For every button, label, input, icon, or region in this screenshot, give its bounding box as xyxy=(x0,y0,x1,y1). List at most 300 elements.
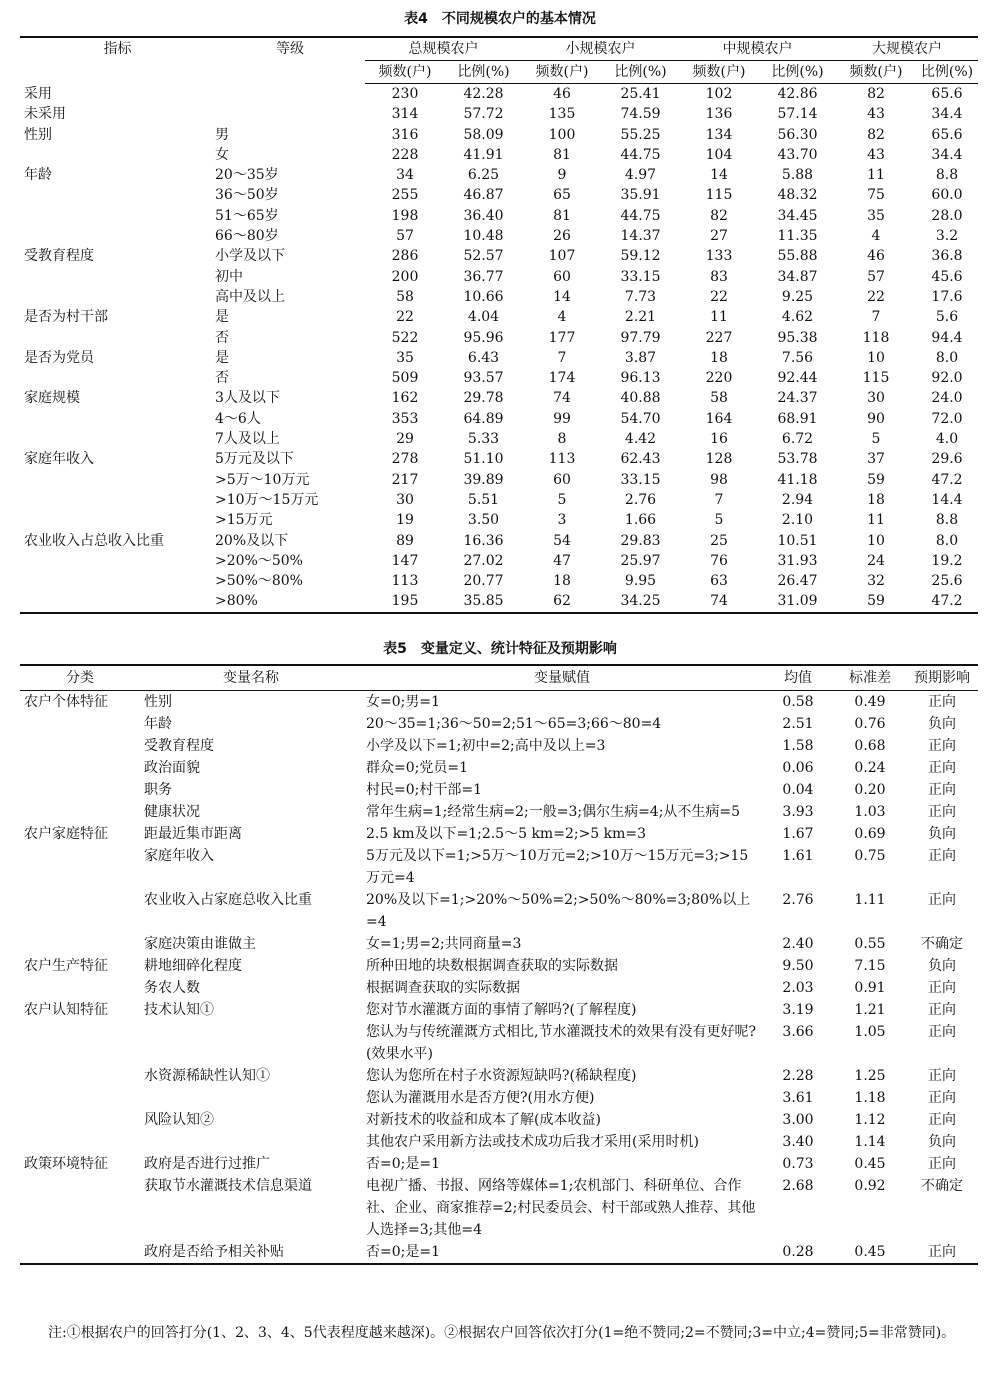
ratio-cell: 65.6 xyxy=(931,126,963,143)
category-cell xyxy=(20,845,140,889)
freq-cell: 162 xyxy=(391,390,419,407)
variable-name-cell xyxy=(140,1131,362,1153)
ratio-cell: 36.8 xyxy=(931,248,963,265)
freq-cell: 62 xyxy=(522,591,602,612)
level-cell: 高中及以上 xyxy=(215,288,285,305)
mean-cell: 1.58 xyxy=(782,738,814,754)
freq-cell: 11 xyxy=(867,512,885,529)
ratio-cell: 5.6 xyxy=(935,309,959,326)
level-cell: 是 xyxy=(215,309,229,326)
freq-cell: 198 xyxy=(391,207,419,224)
freq-cell: 26 xyxy=(553,228,571,245)
freq-cell: 220 xyxy=(705,370,733,387)
header-group-small: 小规模农户 xyxy=(522,37,679,61)
level-cell: >80% xyxy=(215,591,365,612)
indicator-cell: 性别 xyxy=(24,126,52,143)
mean-cell: 2.68 xyxy=(782,1178,814,1194)
mean-cell: 3.93 xyxy=(782,804,814,820)
freq-cell: 27 xyxy=(710,228,728,245)
header-level: 等级 xyxy=(215,37,365,84)
table-row xyxy=(20,1021,978,1065)
freq-cell: 54 xyxy=(553,532,571,549)
freq-cell: 14 xyxy=(710,167,728,184)
variable-name-cell: 获取节水灌溉技术信息渠道 xyxy=(144,1178,312,1194)
variable-name-cell: 水资源稀缺性认知① xyxy=(144,1068,270,1084)
ratio-cell: 29.6 xyxy=(931,451,963,468)
freq-cell: 278 xyxy=(391,451,419,468)
table-row xyxy=(20,779,978,801)
category-cell xyxy=(20,801,140,823)
mean-cell: 3.19 xyxy=(782,1002,814,1018)
ratio-cell: 1.66 xyxy=(624,512,657,529)
level-cell: 初中 xyxy=(215,268,243,285)
freq-cell: 24 xyxy=(867,552,885,569)
table-row xyxy=(20,246,978,266)
category-cell: 政策环境特征 xyxy=(24,1156,108,1172)
assignment-cell: 女=1;男=2;共同商量=3 xyxy=(366,936,522,952)
freq-cell: 10 xyxy=(867,532,885,549)
level-cell: 36～50岁 xyxy=(215,187,279,204)
freq-cell: 43 xyxy=(867,146,885,163)
table-row xyxy=(20,691,978,714)
ratio-cell: 46.87 xyxy=(463,187,504,204)
assignment-cell: 否=0;是=1 xyxy=(366,1156,440,1172)
header-freq: 频数(户) xyxy=(836,61,916,84)
freq-cell: 35 xyxy=(396,349,414,366)
mean-cell: 1.61 xyxy=(782,848,814,864)
ratio-cell: 62.43 xyxy=(620,451,661,468)
expected-effect-cell: 正向 xyxy=(928,782,956,798)
ratio-cell: 45.6 xyxy=(931,268,963,285)
indicator-cell: 家庭规模 xyxy=(24,390,80,407)
table-note: 注:①根据农户的回答打分(1、2、3、4、5代表程度越来越深)。②根据农户回答依次打分(1=绝不赞同;2=不赞同;3=中立;4=赞同;5=非常赞同)。 xyxy=(48,1325,956,1341)
freq-cell: 135 xyxy=(548,106,576,123)
category-cell: 农户个体特征 xyxy=(24,694,108,710)
ratio-cell: 42.28 xyxy=(463,86,504,102)
expected-effect-cell: 正向 xyxy=(928,1090,956,1106)
freq-cell: 7 xyxy=(557,349,567,366)
assignment-cell: 20～35=1;36～50=2;51～65=3;66～80=4 xyxy=(366,716,662,732)
indicator-cell: 受教育程度 xyxy=(24,248,94,265)
variable-name-cell: 家庭决策由谁做主 xyxy=(144,936,256,952)
ratio-cell: 31.93 xyxy=(777,552,818,569)
freq-cell: 60 xyxy=(553,471,571,488)
level-cell: 否 xyxy=(215,329,229,346)
expected-effect-cell: 负向 xyxy=(928,958,956,974)
ratio-cell: 44.75 xyxy=(620,207,661,224)
variable-name-cell: 风险认知② xyxy=(144,1112,214,1128)
mean-cell: 3.00 xyxy=(782,1112,814,1128)
header-sd: 标准差 xyxy=(834,665,906,691)
assignment-cell: 您认为您所在村子水资源短缺吗?(稀缺程度) xyxy=(366,1068,637,1084)
header-freq: 频数(户) xyxy=(365,61,445,84)
freq-cell: 100 xyxy=(548,126,576,143)
indicator-cell: 是否为村干部 xyxy=(24,309,108,326)
mean-cell: 3.66 xyxy=(782,1024,814,1040)
table-row xyxy=(20,510,978,530)
ratio-cell: 96.13 xyxy=(620,370,661,387)
table-row xyxy=(20,185,978,205)
freq-cell: 11 xyxy=(710,309,728,326)
level-cell: 小学及以下 xyxy=(215,248,285,265)
sd-cell: 7.15 xyxy=(854,958,886,974)
ratio-cell: 34.4 xyxy=(931,106,963,123)
level-cell: 20～35岁 xyxy=(215,167,279,184)
table-row xyxy=(20,713,978,735)
mean-cell: 0.04 xyxy=(782,782,814,798)
freq-cell: 174 xyxy=(548,370,576,387)
table-row xyxy=(20,531,978,551)
category-cell xyxy=(20,735,140,757)
category-cell xyxy=(20,933,140,955)
category-cell: 农户生产特征 xyxy=(24,958,108,974)
freq-cell: 353 xyxy=(391,410,419,427)
table-row xyxy=(20,1241,978,1264)
table-row xyxy=(20,735,978,757)
ratio-cell: 54.70 xyxy=(620,410,661,427)
ratio-cell: 11.35 xyxy=(777,228,818,245)
sd-cell: 1.03 xyxy=(854,804,886,820)
indicator-cell xyxy=(20,470,215,490)
category-cell xyxy=(20,977,140,999)
expected-effect-cell: 正向 xyxy=(906,1241,978,1264)
ratio-cell: 41.91 xyxy=(463,146,504,163)
freq-cell: 75 xyxy=(867,187,885,204)
table-row xyxy=(20,801,978,823)
ratio-cell: 40.88 xyxy=(620,390,661,407)
ratio-cell: 47.2 xyxy=(931,471,963,488)
freq-cell: 47 xyxy=(553,552,571,569)
sd-cell: 0.75 xyxy=(854,848,886,864)
header-ratio: 比例(%) xyxy=(445,61,522,84)
category-cell xyxy=(20,1021,140,1065)
ratio-cell: 8.8 xyxy=(935,167,959,184)
ratio-cell: 39.89 xyxy=(463,471,504,488)
ratio-cell: 93.57 xyxy=(463,370,504,387)
freq-cell: 11 xyxy=(867,167,885,184)
freq-cell: 30 xyxy=(396,491,414,508)
ratio-cell: 60.0 xyxy=(931,187,963,204)
indicator-cell xyxy=(20,206,215,226)
freq-cell: 522 xyxy=(391,329,419,346)
ratio-cell: 47.2 xyxy=(916,591,978,612)
ratio-cell: 56.30 xyxy=(777,126,818,143)
assignment-cell: 所种田地的块数根据调查获取的实际数据 xyxy=(366,958,618,974)
ratio-cell: 41.18 xyxy=(777,471,818,488)
ratio-cell: 10.48 xyxy=(463,228,504,245)
indicator-cell xyxy=(20,409,215,429)
mean-cell: 0.28 xyxy=(762,1241,834,1264)
table-row xyxy=(20,267,978,287)
table-row xyxy=(20,409,978,429)
freq-cell: 99 xyxy=(553,410,571,427)
assignment-cell: 根据调查获取的实际数据 xyxy=(366,980,520,996)
freq-cell: 25 xyxy=(710,532,728,549)
freq-cell: 230 xyxy=(391,86,419,102)
level-cell: 女 xyxy=(215,146,229,163)
table-row xyxy=(20,328,978,348)
ratio-cell: 44.75 xyxy=(620,146,661,163)
freq-cell: 90 xyxy=(867,410,885,427)
level-cell: 是 xyxy=(215,349,229,366)
freq-cell: 316 xyxy=(391,126,419,143)
freq-cell: 147 xyxy=(391,552,419,569)
ratio-cell: 43.70 xyxy=(777,146,818,163)
table-row xyxy=(20,933,978,955)
ratio-cell: 3.2 xyxy=(935,228,959,245)
assignment-cell: 您认为灌溉用水是否方便?(用水方便) xyxy=(366,1090,595,1106)
indicator-cell xyxy=(20,287,215,307)
expected-effect-cell: 正向 xyxy=(928,738,956,754)
freq-cell: 164 xyxy=(705,410,733,427)
ratio-cell: 2.21 xyxy=(624,309,657,326)
header-expected-effect: 预期影响 xyxy=(906,665,978,691)
category-cell xyxy=(20,1241,140,1264)
assignment-cell: 女=0;男=1 xyxy=(366,694,440,710)
sd-cell: 0.20 xyxy=(854,782,886,798)
expected-effect-cell: 正向 xyxy=(928,980,956,996)
ratio-cell: 4.04 xyxy=(467,309,500,326)
level-cell: 否 xyxy=(215,370,229,387)
table-row xyxy=(20,757,978,779)
ratio-cell: 33.15 xyxy=(620,471,661,488)
ratio-cell: 8.8 xyxy=(935,512,959,529)
sd-cell: 0.55 xyxy=(854,936,886,952)
freq-cell: 7 xyxy=(871,309,881,326)
table5 xyxy=(20,664,978,1265)
freq-cell: 82 xyxy=(867,86,885,102)
ratio-cell: 25.97 xyxy=(620,552,661,569)
table4-title: 表4 不同规模农户的基本情况 xyxy=(404,11,596,27)
table-row xyxy=(20,571,978,591)
freq-cell: 134 xyxy=(705,126,733,143)
freq-cell: 89 xyxy=(396,532,414,549)
freq-cell: 286 xyxy=(391,248,419,265)
sd-cell: 1.12 xyxy=(854,1112,886,1128)
table-row xyxy=(20,125,978,145)
level-cell: >15万元 xyxy=(215,512,273,529)
freq-cell: 58 xyxy=(396,288,414,305)
freq-cell: 82 xyxy=(710,207,728,224)
sd-cell: 1.14 xyxy=(854,1134,886,1150)
freq-cell: 128 xyxy=(705,451,733,468)
freq-cell: 18 xyxy=(553,573,571,590)
ratio-cell: 35.91 xyxy=(620,187,661,204)
variable-name-cell xyxy=(140,1087,362,1109)
ratio-cell: 34.25 xyxy=(602,591,679,612)
variable-name-cell: 性别 xyxy=(144,694,172,710)
freq-cell: 37 xyxy=(867,451,885,468)
header-freq: 频数(户) xyxy=(679,61,759,84)
ratio-cell: 14.4 xyxy=(931,491,963,508)
table-row xyxy=(20,388,978,408)
ratio-cell: 95.96 xyxy=(463,329,504,346)
ratio-cell: 29.78 xyxy=(463,390,504,407)
freq-cell: 57 xyxy=(867,268,885,285)
level-cell: 20%及以下 xyxy=(215,532,289,549)
variable-name-cell: 农业收入占家庭总收入比重 xyxy=(144,892,312,908)
table-row xyxy=(20,1131,978,1153)
mean-cell: 0.73 xyxy=(782,1156,814,1172)
level-cell: 51～65岁 xyxy=(215,207,279,224)
ratio-cell: 19.2 xyxy=(931,552,963,569)
ratio-cell: 3.87 xyxy=(624,349,657,366)
table-row xyxy=(20,1109,978,1131)
freq-cell: 136 xyxy=(705,106,733,123)
ratio-cell: 2.94 xyxy=(781,491,814,508)
freq-cell: 76 xyxy=(710,552,728,569)
freq-cell: 16 xyxy=(710,431,728,448)
table-row xyxy=(20,470,978,490)
sd-cell: 0.24 xyxy=(854,760,886,776)
expected-effect-cell: 正向 xyxy=(928,1024,956,1040)
category-cell xyxy=(20,1065,140,1087)
header-group-large: 大规模农户 xyxy=(836,37,978,61)
ratio-cell: 20.77 xyxy=(463,573,504,590)
ratio-cell: 95.38 xyxy=(777,329,818,346)
mean-cell: 2.40 xyxy=(782,936,814,952)
variable-name-cell: 耕地细碎化程度 xyxy=(144,958,242,974)
header-indicator: 指标 xyxy=(20,37,215,84)
mean-cell: 2.76 xyxy=(782,892,814,908)
freq-cell: 59 xyxy=(867,471,885,488)
assignment-cell: 否=0;是=1 xyxy=(362,1241,762,1264)
freq-cell: 4 xyxy=(871,228,881,245)
freq-cell: 83 xyxy=(710,268,728,285)
table-row xyxy=(20,104,978,124)
level-cell: 5万元及以下 xyxy=(215,451,294,468)
variable-name-cell: 政府是否给予相关补贴 xyxy=(140,1241,362,1264)
ratio-cell: 24.0 xyxy=(931,390,963,407)
expected-effect-cell: 负向 xyxy=(928,1134,956,1150)
header-ratio: 比例(%) xyxy=(916,61,978,84)
ratio-cell: 7.73 xyxy=(624,288,657,305)
variable-name-cell: 技术认知① xyxy=(144,1002,214,1018)
ratio-cell: 7.56 xyxy=(781,349,814,366)
freq-cell: 74 xyxy=(553,390,571,407)
category-cell: 农户家庭特征 xyxy=(24,826,108,842)
mean-cell: 3.61 xyxy=(782,1090,814,1106)
expected-effect-cell: 正向 xyxy=(928,892,956,908)
expected-effect-cell: 不确定 xyxy=(921,936,963,952)
freq-cell: 115 xyxy=(705,187,733,204)
ratio-cell: 14.37 xyxy=(620,228,661,245)
assignment-cell: 其他农户采用新方法或技术成功后我才采用(采用时机) xyxy=(366,1134,699,1150)
freq-cell: 118 xyxy=(862,329,890,346)
mean-cell: 9.50 xyxy=(782,958,814,974)
ratio-cell: 5.51 xyxy=(467,491,500,508)
freq-cell: 81 xyxy=(553,146,571,163)
header-variable-name: 变量名称 xyxy=(140,665,362,691)
ratio-cell: 59.12 xyxy=(620,248,661,265)
ratio-cell: 68.91 xyxy=(777,410,818,427)
indicator-cell xyxy=(20,510,215,530)
category-cell xyxy=(20,1131,140,1153)
ratio-cell: 5.88 xyxy=(781,167,814,184)
table-row xyxy=(20,823,978,845)
expected-effect-cell: 正向 xyxy=(928,1156,956,1172)
category-cell xyxy=(20,757,140,779)
ratio-cell: 31.09 xyxy=(759,591,836,612)
freq-cell: 30 xyxy=(867,390,885,407)
indicator-cell: 未采用 xyxy=(24,106,66,123)
level-cell: >50%～80% xyxy=(215,573,303,590)
expected-effect-cell: 正向 xyxy=(928,1112,956,1128)
assignment-cell: 群众=0;党员=1 xyxy=(366,760,468,776)
sd-cell: 0.76 xyxy=(854,716,886,732)
table5-title: 表5 变量定义、统计特征及预期影响 xyxy=(383,641,617,657)
table-row xyxy=(20,1087,978,1109)
mean-cell: 1.67 xyxy=(782,826,814,842)
level-cell xyxy=(215,104,365,124)
indicator-cell xyxy=(20,429,215,449)
header-assignment: 变量赋值 xyxy=(362,665,762,691)
sd-cell: 0.45 xyxy=(834,1241,906,1264)
ratio-cell: 8.0 xyxy=(935,349,959,366)
ratio-cell: 16.36 xyxy=(463,532,504,549)
ratio-cell: 34.45 xyxy=(777,207,818,224)
ratio-cell: 36.40 xyxy=(463,207,504,224)
ratio-cell: 17.6 xyxy=(931,288,963,305)
table-row xyxy=(20,145,978,165)
header-group-medium: 中规模农户 xyxy=(679,37,836,61)
ratio-cell: 6.25 xyxy=(467,167,500,184)
sd-cell: 0.91 xyxy=(854,980,886,996)
indicator-cell xyxy=(20,328,215,348)
assignment-cell: 村民=0;村干部=1 xyxy=(366,782,482,798)
ratio-cell: 10.51 xyxy=(777,532,818,549)
ratio-cell: 25.6 xyxy=(931,573,963,590)
ratio-cell: 9.95 xyxy=(624,573,657,590)
ratio-cell: 52.57 xyxy=(463,248,504,265)
freq-cell: 22 xyxy=(396,309,414,326)
ratio-cell: 55.25 xyxy=(620,126,661,143)
ratio-cell: 65.6 xyxy=(931,86,963,102)
ratio-cell: 48.32 xyxy=(777,187,818,204)
freq-cell: 133 xyxy=(705,248,733,265)
table-row xyxy=(20,165,978,185)
ratio-cell: 58.09 xyxy=(463,126,504,143)
ratio-cell: 34.87 xyxy=(777,268,818,285)
assignment-cell: 对新技术的收益和成本了解(成本收益) xyxy=(366,1112,601,1128)
ratio-cell: 97.79 xyxy=(620,329,661,346)
ratio-cell: 2.76 xyxy=(624,491,657,508)
freq-cell: 509 xyxy=(391,370,419,387)
ratio-cell: 4.97 xyxy=(624,167,657,184)
table-row xyxy=(20,551,978,571)
indicator-cell: 年龄 xyxy=(24,167,52,184)
ratio-cell: 5.33 xyxy=(467,431,500,448)
ratio-cell: 6.43 xyxy=(467,349,500,366)
variable-name-cell: 受教育程度 xyxy=(144,738,214,754)
table-row xyxy=(20,1175,978,1241)
sd-cell: 0.45 xyxy=(854,1156,886,1172)
assignment-cell: 2.5 km及以下=1;2.5～5 km=2;>5 km=3 xyxy=(366,826,647,842)
freq-cell: 18 xyxy=(710,349,728,366)
freq-cell: 29 xyxy=(396,431,414,448)
ratio-cell: 74.59 xyxy=(620,106,661,123)
ratio-cell: 26.47 xyxy=(777,573,818,590)
table4 xyxy=(20,36,978,614)
expected-effect-cell: 正向 xyxy=(928,804,956,820)
table-row xyxy=(20,287,978,307)
expected-effect-cell: 正向 xyxy=(928,1068,956,1084)
assignment-cell: 电视广播、书报、网络等媒体=1;农机部门、科研单位、合作社、企业、商家推荐=2;村民委员会、村干部或熟人推荐、其他人选择=3;其他=4 xyxy=(366,1178,756,1238)
mean-cell: 2.51 xyxy=(782,716,814,732)
ratio-cell: 6.72 xyxy=(781,431,814,448)
freq-cell: 255 xyxy=(391,187,419,204)
freq-cell: 74 xyxy=(679,591,759,612)
